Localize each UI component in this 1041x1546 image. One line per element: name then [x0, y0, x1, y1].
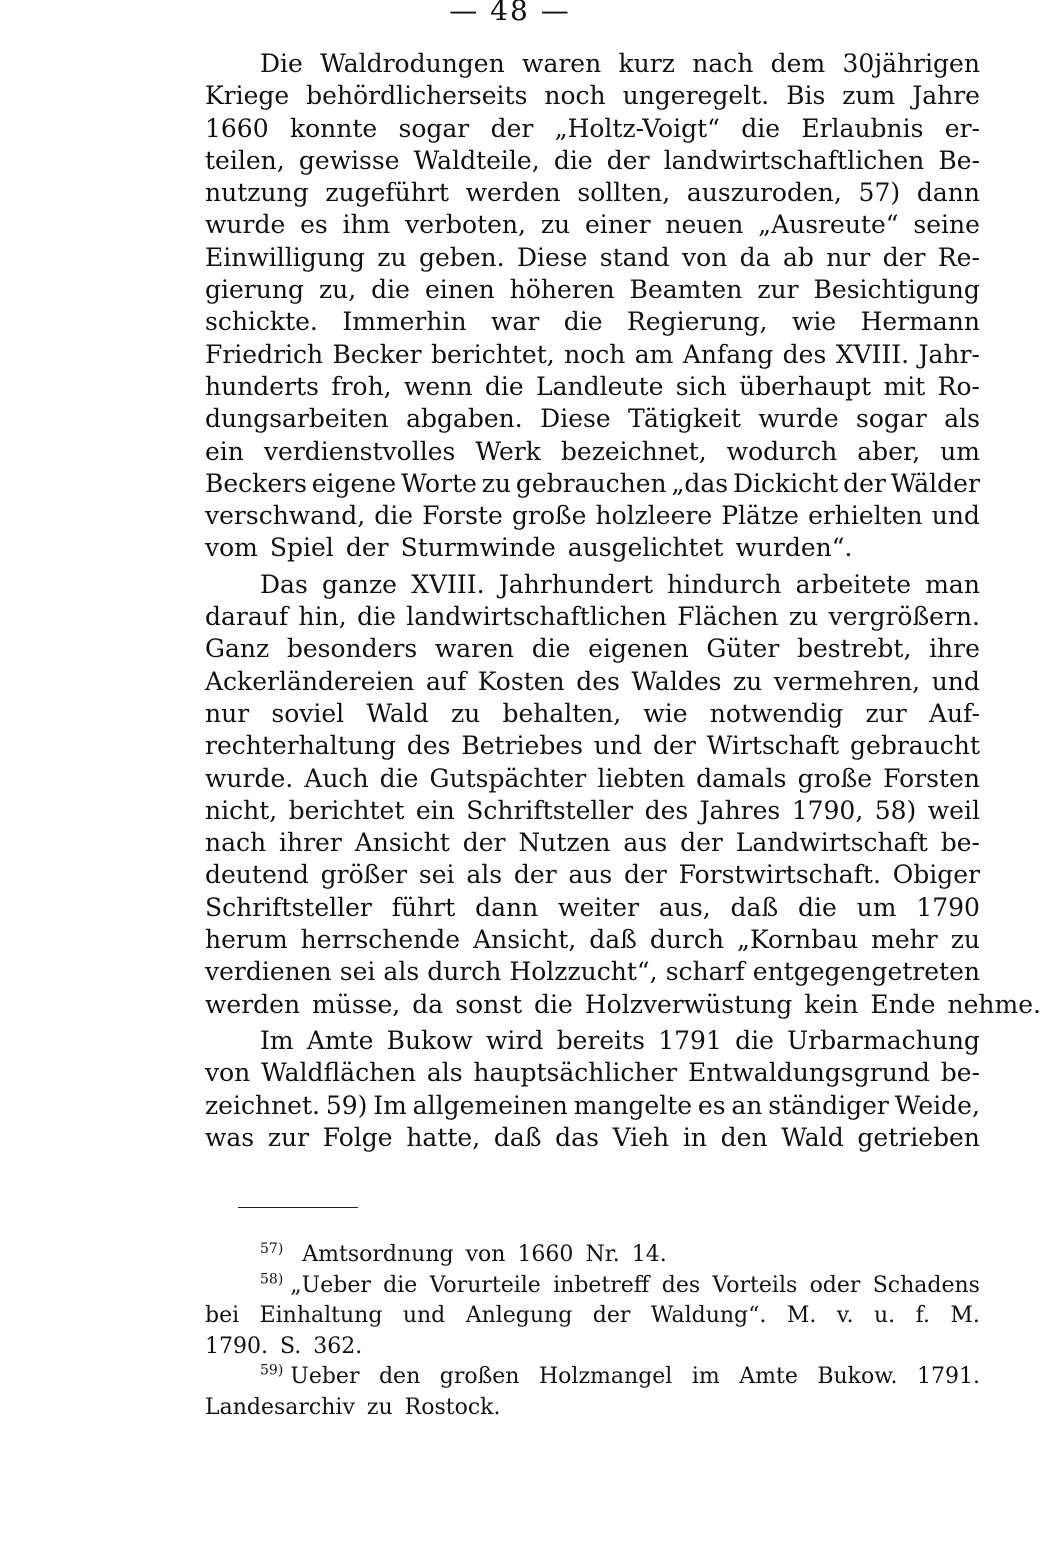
footnote — [205, 1271, 980, 1363]
text-line: was zur Folge hatte, daß das Vieh in den Wald getrieben — [205, 1122, 980, 1152]
text-line: Kriege behördlicherseits noch ungeregelt. Bis zum Jahre — [205, 81, 980, 111]
footnote — [205, 1362, 980, 1423]
page-number: — 48 — — [449, 0, 571, 27]
paragraph — [205, 1025, 980, 1154]
text-line: Im Amte Bukow wird bereits 1791 die Urbarmachung — [260, 1025, 980, 1055]
text-line: teilen, gewisse Waldteile, die der landwirtschaftlichen Be- — [205, 145, 980, 175]
footnote — [205, 1240, 980, 1271]
text-line: $^{58)}$ „Ueber die Vorurteile inbetreff des Vorteils oder Schadens — [260, 1271, 980, 1298]
text-line: Landesarchiv zu Rostock. — [205, 1394, 501, 1420]
text-line: Einwilligung zu geben. Diese stand von da ab nur der Re- — [205, 242, 980, 272]
paragraph — [205, 48, 980, 565]
text-line: von Waldflächen als hauptsächlicher Entwaldungsgrund be- — [205, 1058, 980, 1088]
text-line: darauf hin, die landwirtschaftlichen Flächen zu vergrößern. — [205, 602, 980, 632]
text-line: nicht, berichtet ein Schriftsteller des Jahres 1790, 58) weil — [205, 795, 980, 825]
text-line: deutend größer sei als der aus der Forstwirtschaft. Obiger — [205, 860, 980, 890]
text-line: werden müsse, da sonst die Holzverwüstung kein Ende nehme. — [205, 989, 1041, 1019]
text-line: Friedrich Becker berichtet, noch am Anfang des XVIII. Jahr- — [205, 339, 980, 369]
text-line: Beckers eigene Worte zu gebrauchen „das Dickicht der Wälder — [205, 468, 980, 498]
footnotes — [205, 1240, 980, 1423]
footnote-number: 58) — [260, 1271, 284, 1288]
text-line: Ganz besonders waren die eigenen Güter bestrebt, ihre — [205, 634, 980, 664]
text-line: $^{59)}$ Ueber den großen Holzmangel im Amte Bukow. 1791. — [260, 1362, 980, 1389]
text-line: 1660 konnte sogar der „Holtz-Voigt“ die Erlaubnis er- — [205, 113, 980, 143]
text-line: hunderts froh, wenn die Landleute sich überhaupt mit Ro- — [205, 371, 980, 401]
text-line: zeichnet. 59) Im allgemeinen mangelte es an ständiger Weide, — [205, 1090, 980, 1120]
text-line: ein verdienstvolles Werk bezeichnet, wodurch aber, um — [205, 436, 980, 466]
footnote-number: 59) — [260, 1362, 284, 1379]
text-line: Ackerländereien auf Kosten des Waldes zu vermehren, und — [205, 666, 980, 696]
body-text — [205, 48, 1041, 1154]
text-line: bei Einhaltung und Anlegung der Waldung“. M. v. u. f. M. — [205, 1303, 980, 1328]
text-line: vom Spiel der Sturmwinde ausgelichtet wurden“. — [205, 533, 853, 563]
paragraph — [205, 569, 1041, 1021]
text-line: Das ganze XVIII. Jahrhundert hindurch arbeitete man — [260, 569, 980, 599]
text-line: Schriftsteller führt dann weiter aus, daß die um 1790 — [205, 892, 980, 922]
text-line: Die Waldrodungen waren kurz nach dem 30jährigen — [260, 49, 980, 78]
text-line: 1790. S. 362. — [205, 1333, 363, 1359]
text-line: dungsarbeiten abgaben. Diese Tätigkeit wurde sogar als — [205, 404, 980, 434]
text-line: herum herrschende Ansicht, daß durch „Kornbau mehr zu — [205, 925, 980, 955]
text-line: nur soviel Wald zu behalten, wie notwendig zur Auf- — [205, 698, 980, 728]
text-line: schickte. Immerhin war die Regierung, wie Hermann — [205, 307, 980, 337]
text-line: gierung zu, die einen höheren Beamten zur Besichtigung — [205, 275, 980, 305]
footnote-separator — [238, 1207, 358, 1208]
text-line: verdienen sei als durch Holzzucht“, scharf entgegengetreten — [205, 957, 980, 987]
text-line: verschwand, die Forste große holzleere Plätze erhielten und — [205, 501, 980, 531]
text-line: $^{57)}$ Amtsordnung von 1660 Nr. 14. — [260, 1240, 667, 1267]
text-line: wurde. Auch die Gutspächter liebten damals große Forsten — [205, 763, 980, 793]
text-line: rechterhaltung des Betriebes und der Wirtschaft gebraucht — [205, 731, 980, 761]
text-line: wurde es ihm verboten, zu einer neuen „Ausreute“ seine — [205, 210, 980, 240]
text-line: nach ihrer Ansicht der Nutzen aus der Landwirtschaft be- — [205, 828, 980, 858]
text-line: nutzung zugeführt werden sollten, auszuroden, 57) dann — [205, 178, 980, 208]
footnote-number: 57) — [260, 1240, 284, 1257]
